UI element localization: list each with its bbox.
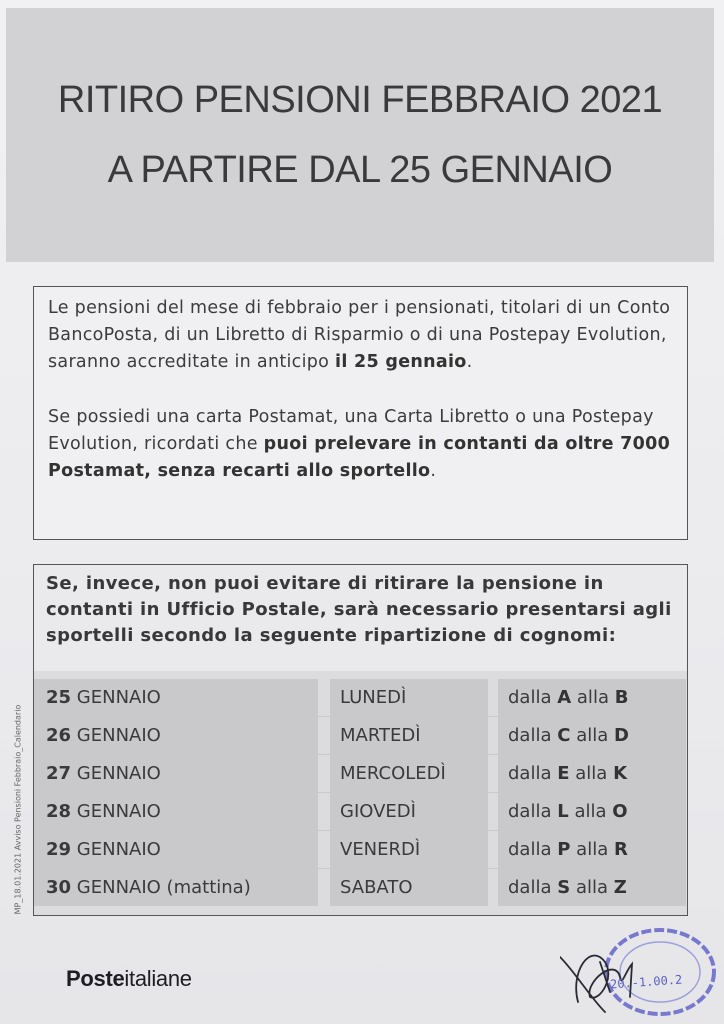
range-from-letter: P xyxy=(557,839,571,860)
schedule-date xyxy=(34,831,318,868)
schedule-date xyxy=(34,717,318,754)
schedule-date-month: GENNAIO (mattina) xyxy=(76,877,251,898)
title-line-1: RITIRO PENSIONI FEBBRAIO 2021 xyxy=(57,79,663,121)
schedule-day: VENERDÌ xyxy=(330,831,488,868)
schedule-day: MARTEDÌ xyxy=(330,717,488,754)
range-from-letter: S xyxy=(557,877,571,898)
info-paragraph-1: Le pensioni del mese di febbraio per i pensionati, titolari di un Conto BancoPosta, di un Libretto di Risparmio o di una Postepay Evolution, saranno accreditate in anticipo il 25 gennaio. xyxy=(48,298,671,372)
schedule-day: MERCOLEDÌ xyxy=(330,755,488,792)
schedule-date-number: 28 xyxy=(46,801,72,822)
schedule-date-month: GENNAIO xyxy=(76,763,161,784)
schedule-surname-range: dalla C alla D xyxy=(498,717,686,754)
range-to-letter: K xyxy=(613,763,628,784)
range-to-letter: D xyxy=(613,725,629,746)
office-stamp-icon xyxy=(560,902,720,1022)
schedule-date-number: 25 xyxy=(46,687,72,708)
schedule-row xyxy=(34,754,686,792)
range-from-letter: A xyxy=(557,687,572,708)
schedule-row xyxy=(34,679,686,716)
schedule-date-number: 27 xyxy=(46,763,72,784)
schedule-date-number: 26 xyxy=(46,725,72,746)
schedule-day: GIOVEDÌ xyxy=(330,793,488,830)
schedule-date-number: 29 xyxy=(46,839,72,860)
schedule-surname-range: dalla A alla B xyxy=(498,679,686,716)
range-to-letter: O xyxy=(612,801,628,822)
schedule-surname-range: dalla P alla R xyxy=(498,831,686,868)
range-from-letter: E xyxy=(557,763,570,784)
range-from-letter: L xyxy=(557,801,569,822)
schedule-row xyxy=(34,716,686,754)
info-paragraph-2: Se possiedi una carta Postamat, una Carta Libretto o una Postepay Evolution, ricordati che puoi prelevare in contanti da oltre 7000 Postamat, senza recarti allo sportello. xyxy=(48,407,671,481)
schedule-date xyxy=(34,679,318,716)
schedule-date-number: 30 xyxy=(46,877,72,898)
schedule-date xyxy=(34,755,318,792)
range-to-letter: R xyxy=(613,839,628,860)
title-line-2: A PARTIRE DAL 25 GENNAIO xyxy=(107,149,613,191)
range-from-letter: C xyxy=(557,725,571,746)
range-to-letter: Z xyxy=(613,877,627,898)
schedule-row xyxy=(34,868,686,906)
schedule-surname-range: dalla L alla O xyxy=(498,793,686,830)
schedule-intro: Se, invece, non puoi evitare di ritirare la pensione in contanti in Ufficio Postale, sarà necessario presentarsi agli sportelli secondo la seguente ripartizione di cognomi: xyxy=(34,565,687,671)
schedule-surname-range: dalla E alla K xyxy=(498,755,686,792)
poste-italiane-logo: Posteitaliane xyxy=(66,966,192,991)
schedule-date-month: GENNAIO xyxy=(76,725,161,746)
schedule-surname-range: dalla S alla Z xyxy=(498,869,686,906)
document-code: MP_18.01.2021 Avviso Pensioni Febbraio_Calendario xyxy=(13,704,23,915)
schedule-row xyxy=(34,792,686,830)
schedule-box xyxy=(33,564,688,916)
schedule-day: SABATO xyxy=(330,869,488,906)
schedule-date xyxy=(34,869,318,906)
schedule-date-month: GENNAIO xyxy=(76,839,161,860)
schedule-day: LUNEDÌ xyxy=(330,679,488,716)
credit-date: il 25 gennaio xyxy=(335,352,467,372)
info-box xyxy=(33,286,688,540)
schedule-date xyxy=(34,793,318,830)
schedule-row xyxy=(34,830,686,868)
notice-header xyxy=(6,8,714,262)
schedule-date-month: GENNAIO xyxy=(76,801,161,822)
range-to-letter: B xyxy=(614,687,629,708)
postamat-note: puoi prelevare in contanti da oltre 7000 Postamat, senza recarti allo sportello xyxy=(48,434,671,481)
schedule-table xyxy=(34,679,686,906)
stamp-date: 20.-1.00.2 xyxy=(609,972,683,992)
schedule-date-month: GENNAIO xyxy=(76,687,161,708)
